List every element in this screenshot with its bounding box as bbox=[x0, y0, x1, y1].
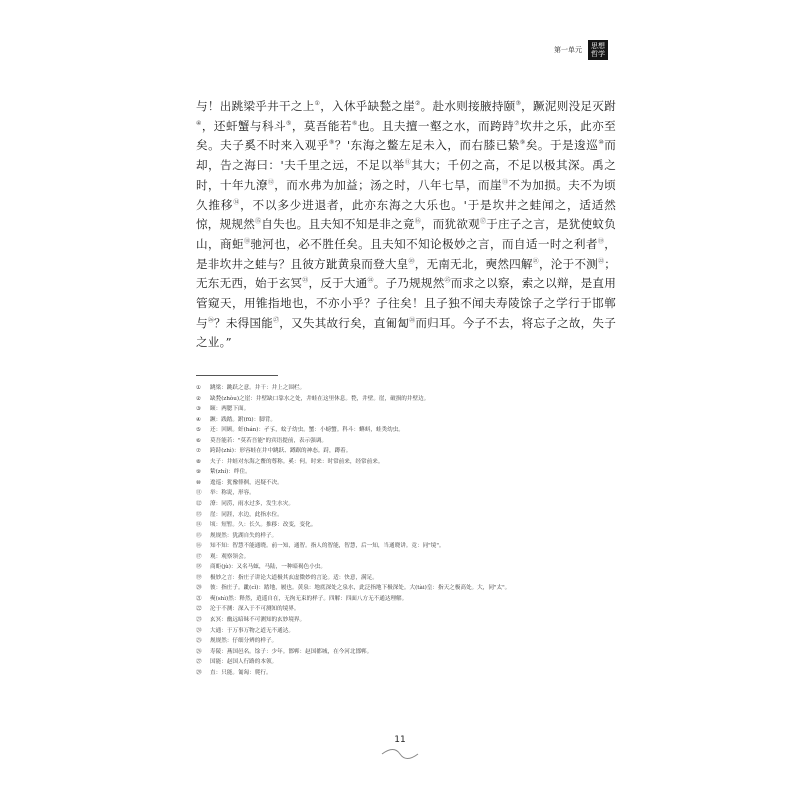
footnote-marker: ⑤ bbox=[286, 119, 292, 127]
footnote-marker: ③ bbox=[515, 100, 522, 108]
footnote-marker: ⑫ bbox=[267, 178, 275, 186]
text-segment: 于庄子之言，是犹使蚊负山，商蚷 bbox=[196, 217, 617, 251]
footnote-number: ⑭ bbox=[196, 522, 202, 529]
footnote-item bbox=[196, 604, 616, 615]
footnote-text: 大通：于万事万物之道无不通达。 bbox=[210, 627, 294, 634]
section-badge: 思想哲学 bbox=[588, 40, 608, 60]
footnote-marker: ㉑ bbox=[532, 257, 539, 265]
footnote-text: 寿陵：燕国邑名。馀子：少年。邯郸：赵国都城，在今河北邯郸。 bbox=[210, 648, 373, 655]
footnote-number: ③ bbox=[196, 406, 202, 413]
footnote-item bbox=[196, 499, 616, 510]
footnote-text: 跳梁：跳跃之意。井干：井上之围栏。 bbox=[210, 385, 306, 391]
text-segment: ，反于大通 bbox=[308, 276, 368, 291]
text-segment: ，沦于不测 bbox=[538, 256, 598, 271]
footnote-text: 还：回顾。虷(hán)：孑孓，蚊子幼虫。蟹：小螃蟹。科斗：蝌蚪，蛙类幼虫。 bbox=[210, 427, 404, 434]
text-segment: 坎井之乐，此亦至矣。夫子奚不时来入观乎 bbox=[196, 118, 616, 153]
footnote-item bbox=[196, 647, 616, 658]
footnote-text: 崖：同涯，水边，此指水位。 bbox=[210, 511, 283, 518]
text-segment: ，又失其故行矣，直匍匐 bbox=[279, 315, 410, 330]
footnote-divider bbox=[196, 375, 278, 376]
footnote-item bbox=[196, 668, 616, 679]
footnote-text: 国能：赵国人行路的本领。 bbox=[210, 659, 278, 666]
text-segment: ，莫吾能若 bbox=[291, 118, 352, 133]
text-segment: ，入休乎缺甃之崖 bbox=[320, 99, 416, 113]
footnote-marker: ⑩ bbox=[598, 139, 605, 147]
footnote-item bbox=[196, 552, 616, 563]
footnote-item bbox=[196, 531, 616, 542]
footnote-number: ㉗ bbox=[196, 659, 202, 666]
text-segment: 自失也。且夫知不知是非之竟 bbox=[261, 217, 415, 232]
footnote-text: 絷(zhí)：绊住。 bbox=[210, 469, 251, 476]
text-segment: ，还虷蟹与科斗 bbox=[201, 118, 287, 133]
footnote-item bbox=[196, 436, 616, 447]
footnote-marker: ⑲ bbox=[597, 238, 605, 246]
footnote-number: ⑲ bbox=[196, 574, 202, 581]
footnote-text: 夫子：井蛙对东海之鳖的尊称。奚：何。时来：时常前来，经常前来。 bbox=[210, 458, 384, 465]
footnote-marker: ⑨ bbox=[519, 139, 526, 147]
footnote-text: 奭(shì)然：释然，逍遥自在，无拘无束的样子。四解：四面八方无不通达理解。 bbox=[210, 595, 408, 602]
footnote-marker: ⑦ bbox=[514, 119, 520, 127]
footnote-number: ㉖ bbox=[196, 648, 202, 655]
footnote-marker: ① bbox=[314, 100, 321, 108]
main-text bbox=[196, 97, 616, 353]
footnote-marker: ⑱ bbox=[243, 238, 251, 246]
footnote-marker: ⑯ bbox=[414, 218, 421, 226]
footnote-item bbox=[196, 583, 616, 594]
footnote-text: 蹶：践踏。跗(fū)：脚背。 bbox=[210, 416, 276, 423]
footnote-number: ㉑ bbox=[196, 595, 202, 602]
text-segment: 驰河也，必不胜任矣。且夫知不知论极妙之言，而自适一时之利者 bbox=[250, 236, 598, 251]
footnote-text: 举：称说，形容。 bbox=[210, 490, 255, 497]
footnote-item bbox=[196, 573, 616, 584]
unit-label: 第一单元 bbox=[554, 46, 582, 54]
footnote-text: 规规然：犹湖自失的样子。 bbox=[210, 532, 278, 539]
running-header bbox=[554, 40, 608, 60]
footnote-marker: ⑭ bbox=[233, 198, 241, 206]
text-segment: ，蹶泥则没足灭跗 bbox=[521, 99, 616, 113]
footnote-marker: ㉖ bbox=[207, 316, 215, 324]
footnote-text: 商蚷(jù)：又名马蚿，马陆，一种暗褐色小虫。 bbox=[210, 564, 326, 571]
footnote-number: ㉓ bbox=[196, 617, 202, 624]
footnote-number: ㉕ bbox=[196, 638, 202, 645]
footnote-marker: ⑮ bbox=[255, 218, 262, 226]
footnote-text: 莫吾能若："莫若吾能"的宾语提前，表示强调。 bbox=[210, 437, 328, 444]
footnote-item bbox=[196, 594, 616, 605]
text-segment: ，不以多少进退者，此亦东海之大乐也。'于是坎井之蛙闻之，适适然惊，规规然 bbox=[196, 197, 617, 232]
footnote-item bbox=[196, 615, 616, 626]
footnote-item bbox=[196, 415, 616, 426]
footnote-marker: ② bbox=[415, 100, 421, 108]
footnote-number: ⑧ bbox=[196, 458, 202, 465]
footnote-number: ㉘ bbox=[196, 669, 202, 676]
footnote-text: 观：观察领会。 bbox=[210, 553, 250, 560]
text-segment: 。赴水则接腋持颐 bbox=[420, 99, 516, 113]
footnote-marker: ㉔ bbox=[367, 277, 374, 285]
footnote-item bbox=[196, 636, 616, 647]
footnote-item bbox=[196, 626, 616, 637]
text-segment: ，是非坎井之蛙与？且彼方跐黄泉而登大皇 bbox=[196, 236, 616, 271]
footnote-number: ② bbox=[196, 395, 202, 402]
footnote-list bbox=[196, 383, 616, 678]
text-segment: ？'东海之鳖左足未入，而右膝已絷 bbox=[334, 138, 520, 153]
footnote-number: ⑪ bbox=[196, 490, 202, 497]
footnote-item bbox=[196, 457, 616, 468]
footnote-marker: ㉒ bbox=[597, 257, 605, 265]
text-segment: 而归耳。今子不去，将忘子之故，失子之业。” bbox=[196, 315, 617, 350]
footnote-number: ⑳ bbox=[196, 585, 202, 592]
footnote-item bbox=[196, 425, 616, 436]
footnote-number: ⑨ bbox=[196, 469, 202, 476]
footnote-number: ㉒ bbox=[196, 606, 202, 613]
text-segment: 不为加损。夫不为顷久推移 bbox=[196, 177, 616, 212]
text-segment: 。子乃规规然 bbox=[373, 276, 445, 291]
footnote-marker: ⑥ bbox=[351, 119, 358, 127]
footnote-item bbox=[196, 467, 616, 478]
footnote-number: ⑥ bbox=[196, 437, 202, 444]
footnote-text: 玄冥：幽远暗昧不可测知的玄妙境界。 bbox=[210, 617, 306, 624]
text-segment: 而却，告之海曰：'夫千里之远，不足以举 bbox=[196, 138, 616, 173]
text-segment: ，而水弗为加益；汤之时，八年七旱，而崖 bbox=[274, 177, 502, 192]
footnote-item bbox=[196, 562, 616, 573]
footnote-text: 缺甃(zhòu)之崖：井壁缺口靠水之处，井蛙在这里休息。甃，井壁。崖，破损的井壁边。 bbox=[210, 395, 430, 402]
footnote-marker: ⑳ bbox=[408, 257, 415, 265]
footnote-text: 沦于不测：深入于不可测知的境界。 bbox=[210, 606, 300, 613]
footnote-number: ⑦ bbox=[196, 448, 202, 455]
page-number: 11 bbox=[394, 735, 406, 745]
footnote-number: ⑫ bbox=[196, 501, 202, 508]
footnote-text: 逡巡：犹豫徘徊，迟疑不决。 bbox=[210, 479, 283, 486]
footnote-number: ⑩ bbox=[196, 479, 202, 486]
footnote-item bbox=[196, 383, 616, 394]
footnote-item bbox=[196, 510, 616, 521]
footnote-marker: ⑪ bbox=[404, 159, 412, 167]
footnote-marker: ㉕ bbox=[444, 277, 451, 285]
wave-ornament-icon bbox=[380, 748, 420, 760]
main-paragraph bbox=[196, 97, 616, 353]
footnote-marker: ㉘ bbox=[409, 316, 416, 324]
footnote-item bbox=[196, 478, 616, 489]
footnote-item bbox=[196, 488, 616, 499]
text-segment: 矣。于是逡巡 bbox=[525, 138, 599, 153]
footnote-marker: ⑰ bbox=[479, 218, 487, 226]
footnote-number: ④ bbox=[196, 416, 202, 423]
footnote-number: ① bbox=[196, 385, 202, 391]
footnote-text: 规规然：仔细分辨的样子。 bbox=[210, 638, 278, 645]
footnote-item bbox=[196, 541, 616, 552]
footnote-number: ⑯ bbox=[196, 543, 202, 550]
footnote-text: 知不知：智慧不能通晓。前一知，通智。指人的智能，智慧，后一知，当通晓讲。竟：同"境"。 bbox=[210, 543, 445, 550]
footnote-number: ⑬ bbox=[196, 511, 202, 518]
footnote-item bbox=[196, 404, 616, 415]
footnote-item bbox=[196, 446, 616, 457]
footnote-text: 彼：指庄子。跐(cǐ)：踏地，履也。黄泉：地底深处之泉水，此泛指地下极深处。大(tài)皇：指天之极高处。大，同"太"。 bbox=[210, 585, 511, 592]
footnote-text: 直：只能。匍匐：爬行。 bbox=[210, 669, 272, 676]
footnote-marker: ⑬ bbox=[501, 178, 509, 186]
footnote-item bbox=[196, 520, 616, 531]
footnote-text: 跨跱(zhì)：形容蛙在井中跳跃、蹲踞的神态。跱，蹲着。 bbox=[210, 448, 352, 455]
footnote-number: ⑱ bbox=[196, 564, 202, 571]
footnote-marker: ㉓ bbox=[302, 277, 309, 285]
text-segment: ；无东无西，始于玄冥 bbox=[196, 256, 616, 291]
text-segment: ，无南无北，奭然四解 bbox=[414, 256, 533, 271]
footnote-text: 潦：同涝，雨水过多，发生水灾。 bbox=[210, 501, 294, 508]
footnote-number: ⑰ bbox=[196, 553, 202, 560]
text-segment: 也。且夫擅一壑之水，而跨跱 bbox=[357, 118, 515, 133]
footnote-text: 顷：短暂。久：长久。推移：改变，变化。 bbox=[210, 522, 317, 529]
text-segment: 其大；千仞之高，不足以极其深。禹之时，十年九潦 bbox=[196, 158, 617, 192]
footnote-text: 颐：两腮下面。 bbox=[210, 406, 250, 413]
text-segment: 与！出跳梁乎井干之上 bbox=[196, 99, 315, 113]
text-segment: 而求之以察，索之以辩，是直用管窥天，用锥指地也，不亦小乎？子往矣！且子独不闻夫寿陵馀子之学行于邯郸与 bbox=[196, 276, 616, 330]
footnote-item bbox=[196, 657, 616, 668]
text-segment: ，而犹欲观 bbox=[420, 217, 480, 232]
footnote-number: ⑮ bbox=[196, 532, 202, 539]
footnote-marker: ④ bbox=[196, 119, 202, 127]
footnote-number: ⑤ bbox=[196, 427, 202, 434]
footnote-text: 极妙之言：指庄子讲论大道极其玄虚微妙的言论。适：快意，满足。 bbox=[210, 574, 378, 581]
footnote-marker: ⑧ bbox=[328, 139, 335, 147]
text-segment: ？未得国能 bbox=[214, 315, 274, 330]
footnote-number: ㉔ bbox=[196, 627, 202, 634]
footnote-item bbox=[196, 394, 616, 405]
footnote-marker: ㉗ bbox=[273, 316, 280, 324]
